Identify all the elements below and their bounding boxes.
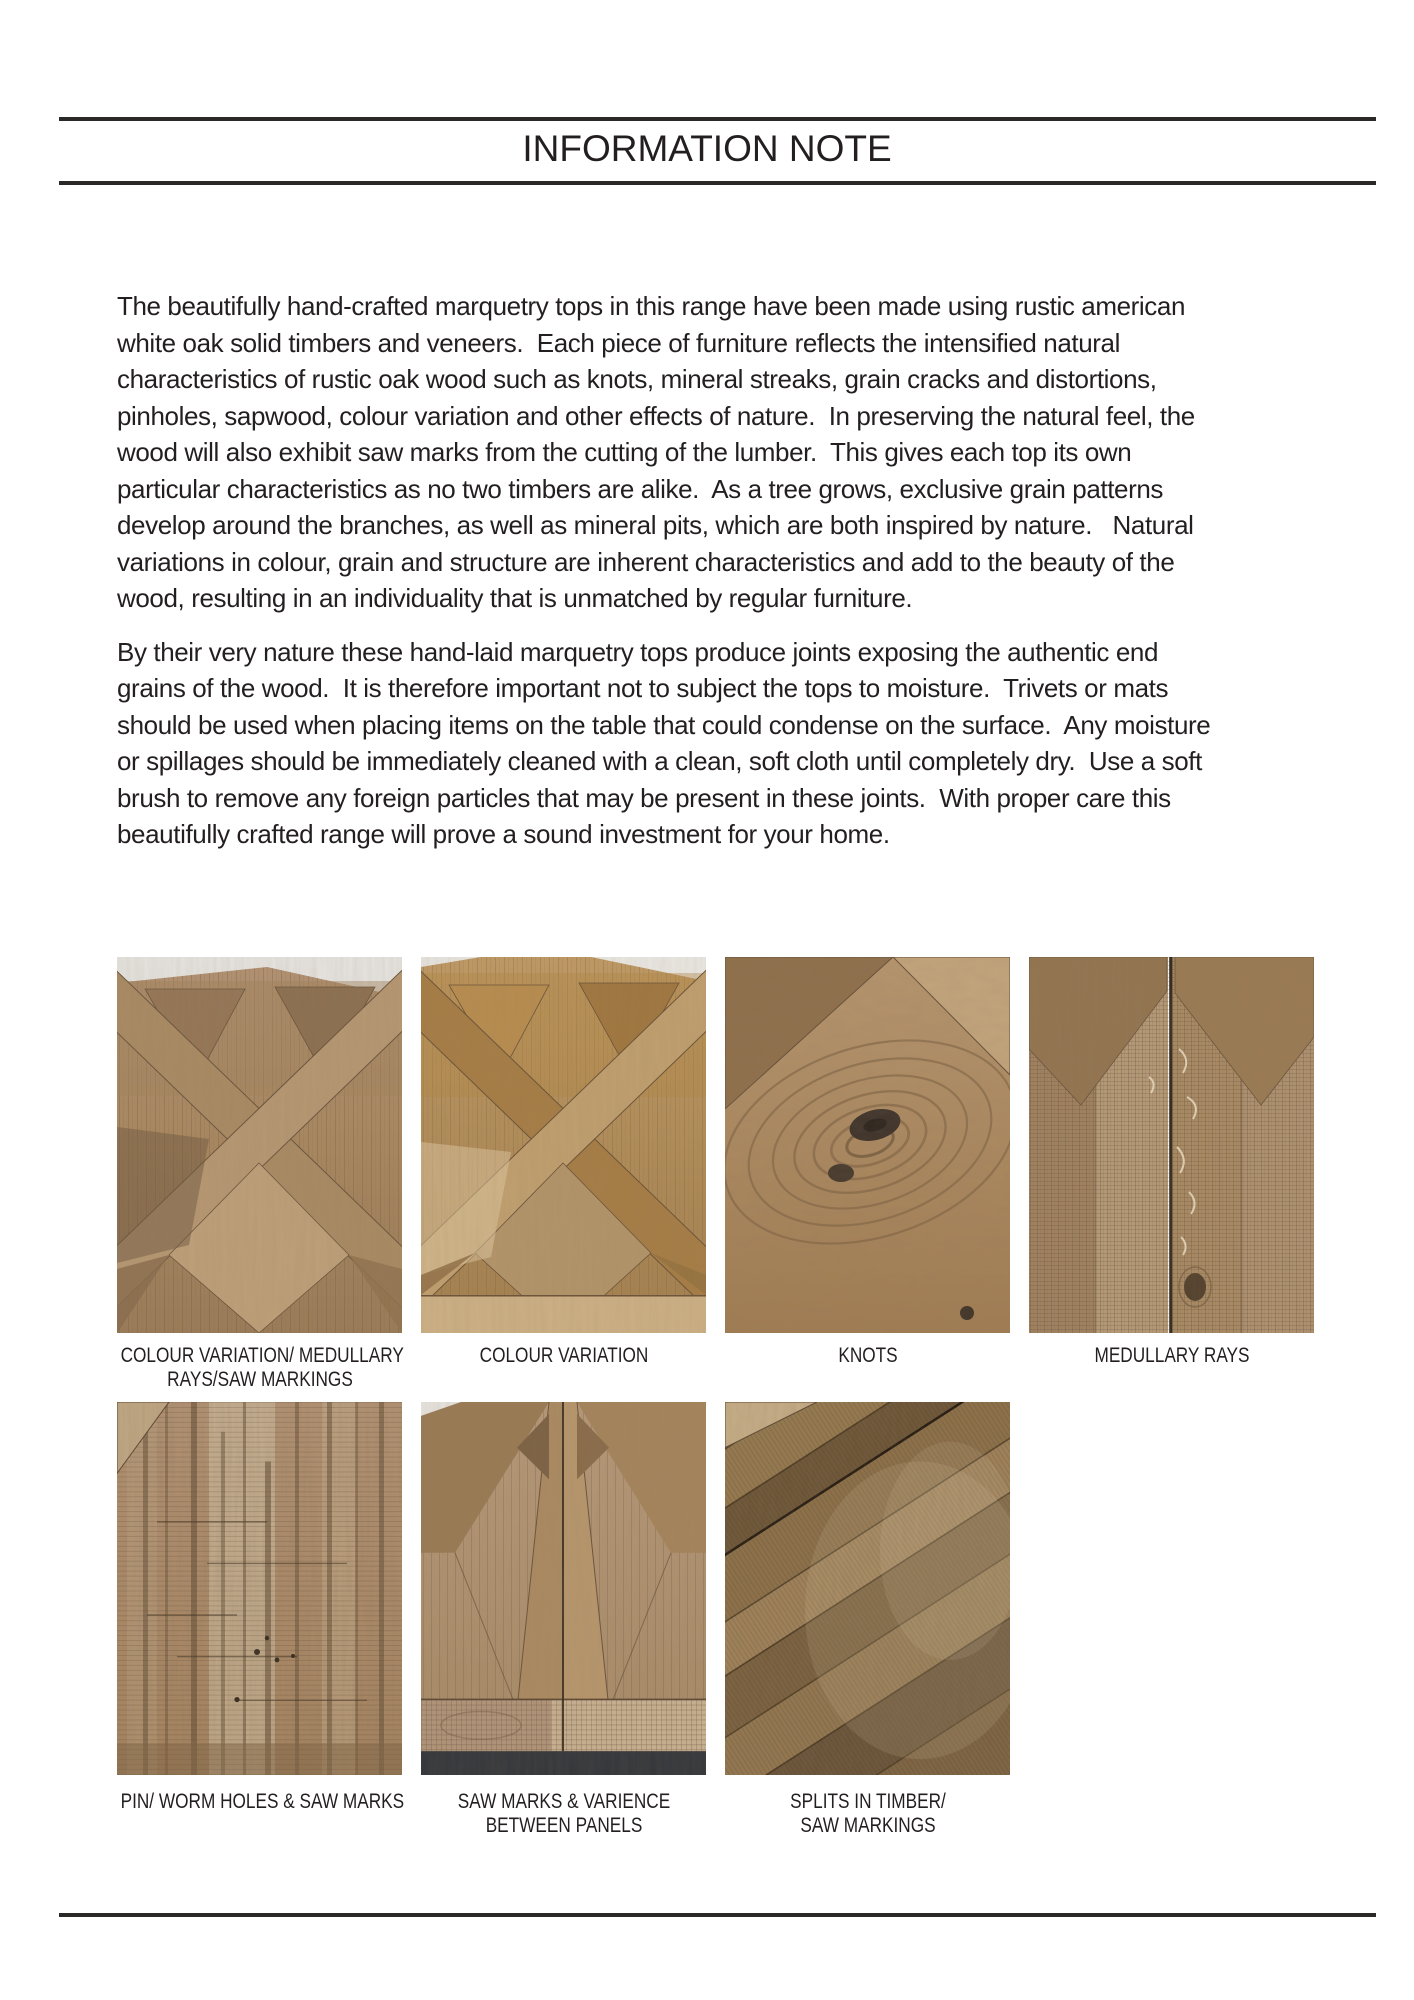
photo-medullary-rays [1029, 957, 1314, 1333]
figure-caption [394, 1790, 734, 1838]
figure-caption [1002, 1344, 1342, 1368]
text-line: SPLITS IN TIMBER/ [789, 1790, 946, 1813]
photo-pin-worm-holes [117, 1402, 402, 1775]
text-line: beautifully crafted range will prove a sound investment for your home. [117, 819, 890, 849]
figure-caption [698, 1790, 1038, 1838]
header-rule-top [59, 117, 1376, 121]
text-line: KNOTS [837, 1344, 898, 1367]
header-rule-bottom [59, 181, 1376, 185]
text-line: COLOUR VARIATION/ MEDULLARY [120, 1344, 404, 1367]
text-line: COLOUR VARIATION [479, 1344, 648, 1367]
figure-knots [725, 957, 1010, 1392]
figure-row-1 [117, 957, 1314, 1392]
photo-knots [725, 957, 1010, 1333]
figure-colour-variation-medullary [117, 957, 402, 1392]
text-line: BETWEEN PANELS [485, 1814, 642, 1837]
text-line: wood will also exhibit saw marks from the cutting of the lumber. This gives each top its own [117, 437, 1132, 467]
text-line: grains of the wood. It is therefore important not to subject the tops to moisture. Trivets or mats [117, 673, 1169, 703]
text-line: The beautifully hand-crafted marquetry tops in this range have been made using rustic american [117, 291, 1186, 321]
text-line: pinholes, sapwood, colour variation and other effects of nature. In preserving the natural feel, the [117, 400, 1195, 431]
wood-photo-medullary-rays-graphic [1029, 957, 1314, 1333]
wood-photo-marquetry-cross-1-graphic [117, 957, 402, 1333]
text-line: characteristics of rustic oak wood such as knots, mineral streaks, grain cracks and distortions, [117, 364, 1157, 394]
figure-caption [698, 1344, 1038, 1368]
photo-marquetry-cross-1 [117, 957, 402, 1333]
text-line: RAYS/SAW MARKINGS [166, 1368, 353, 1391]
text-line: SAW MARKINGS [799, 1814, 936, 1837]
footer-rule [59, 1913, 1376, 1917]
photo-splits-in-timber [725, 1402, 1010, 1775]
wood-photo-splits-in-timber-graphic [725, 1402, 1010, 1775]
text-line: MEDULLARY RAYS [1093, 1344, 1250, 1367]
page-title: INFORMATION NOTE [522, 128, 892, 169]
photo-marquetry-cross-2 [421, 957, 706, 1333]
figure-pin-worm-holes [117, 1402, 402, 1838]
body-paragraph-2 [117, 634, 1210, 853]
text-line: or spillages should be immediately cleaned with a clean, soft cloth until completely dry. Use a soft [117, 746, 1202, 776]
figure-medullary-rays [1029, 957, 1314, 1392]
text-line: wood, resulting in an individuality that is unmatched by regular furniture. [117, 583, 913, 613]
photo-saw-marks-panels [421, 1402, 706, 1775]
body-copy [117, 288, 1210, 853]
text-line: PIN/ WORM HOLES & SAW MARKS [120, 1790, 404, 1813]
wood-photo-pin-worm-holes-graphic [117, 1402, 402, 1775]
figure-splits-in-timber [725, 1402, 1010, 1838]
figure-colour-variation [421, 957, 706, 1392]
figure-saw-marks-panels [421, 1402, 706, 1838]
figure-row-2 [117, 1402, 1010, 1838]
wood-photo-knots-graphic [725, 957, 1010, 1333]
wood-photo-saw-marks-panels-graphic [421, 1402, 706, 1775]
text-line: develop around the branches, as well as mineral pits, which are both inspired by nature. Natural [117, 510, 1194, 540]
figure-caption [394, 1344, 734, 1368]
text-line: SAW MARKS & VARIENCE [457, 1790, 670, 1813]
body-paragraph-1 [117, 288, 1210, 617]
text-line: variations in colour, grain and structure are inherent characteristics and add to the beauty of the [117, 546, 1175, 577]
text-line: white oak solid timbers and veneers. Each piece of furniture reflects the intensified natural [117, 327, 1120, 358]
figure-caption [90, 1790, 430, 1814]
wood-photo-marquetry-cross-2-graphic [421, 957, 706, 1333]
text-line: should be used when placing items on the table that could condense on the surface. Any moisture [117, 709, 1211, 740]
text-line: By their very nature these hand-laid marquetry tops produce joints exposing the authentic end [117, 636, 1159, 667]
text-line: particular characteristics as no two timbers are alike. As a tree grows, exclusive grain patterns [117, 473, 1164, 504]
figure-caption [90, 1344, 430, 1392]
text-line: brush to remove any foreign particles that may be present in these joints. With proper care this [117, 782, 1171, 813]
